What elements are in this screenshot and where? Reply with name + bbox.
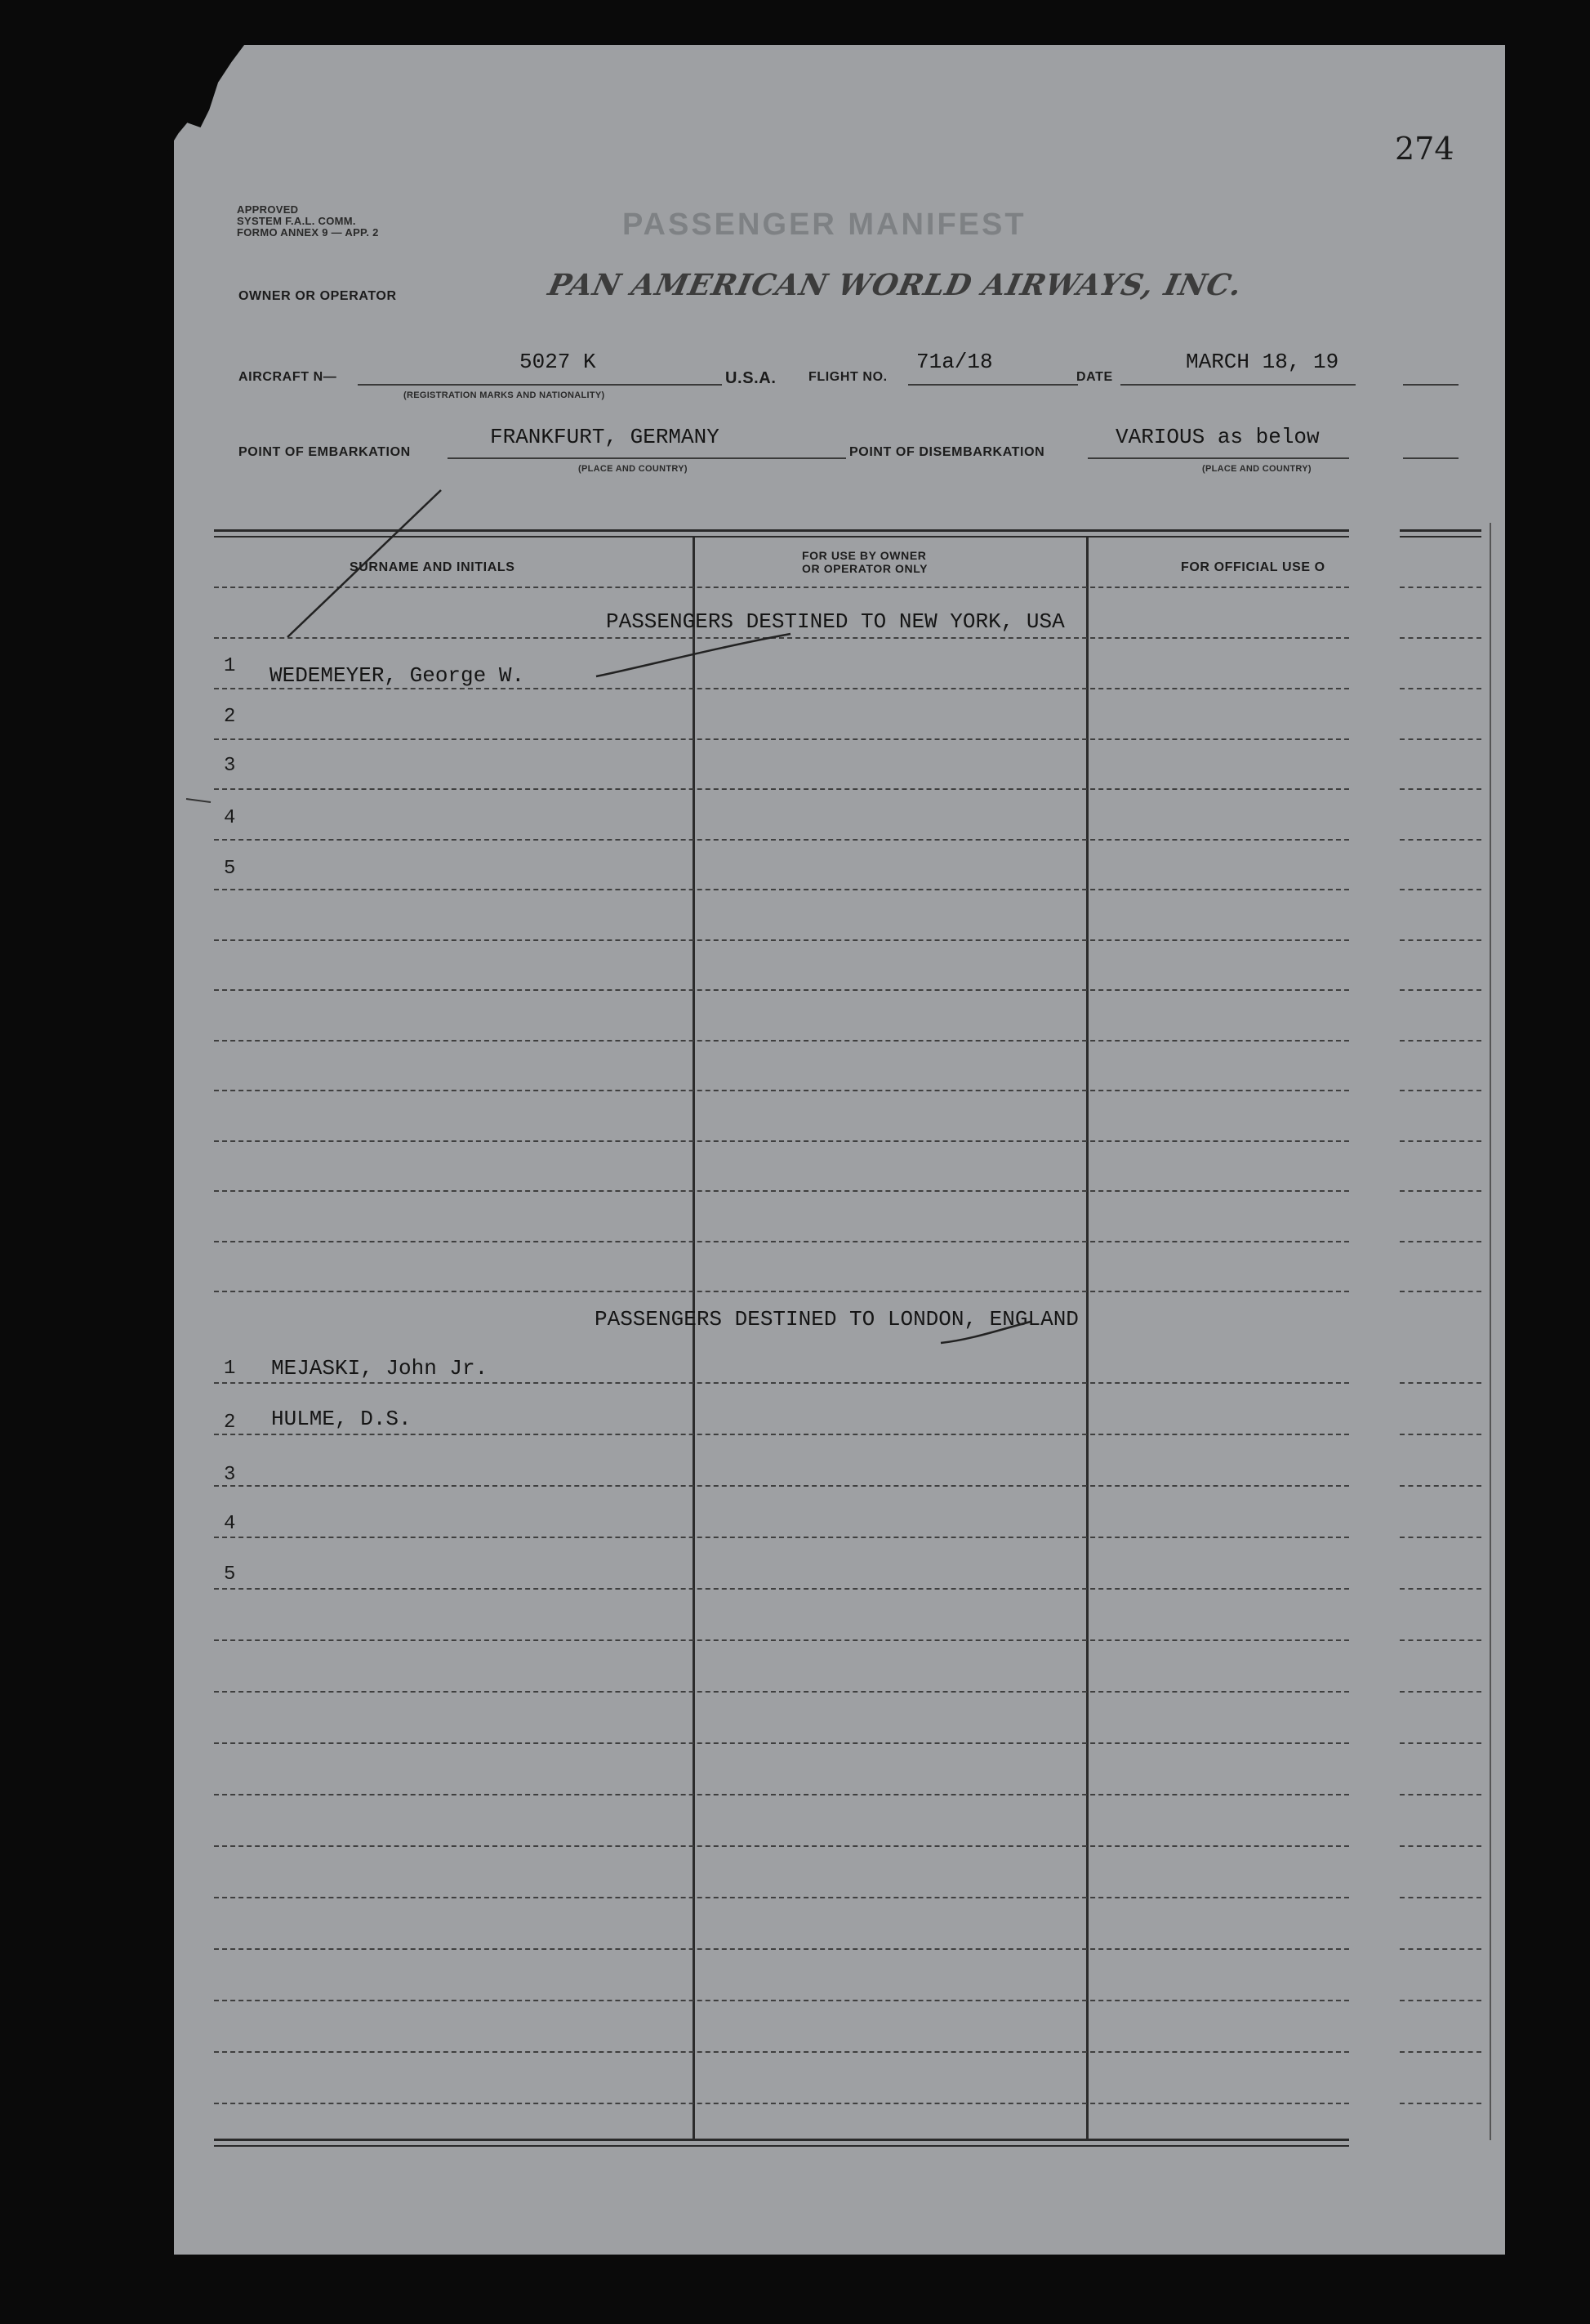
row-number: 4 <box>224 807 236 829</box>
right-edge-rule <box>1490 523 1491 2140</box>
disembarkation-label: POINT OF DISEMBARKATION <box>849 445 1045 459</box>
date-value: MARCH 18, 19 <box>1186 350 1339 374</box>
row-number: 5 <box>224 858 236 880</box>
passenger-name: MEJASKI, John Jr. <box>271 1356 488 1381</box>
row-number: 2 <box>224 706 236 728</box>
row-number: 2 <box>224 1412 236 1434</box>
approval-note-line-1: APPROVED <box>237 203 299 216</box>
pen-check-london <box>941 1322 1031 1343</box>
flight-label: FLIGHT NO. <box>808 370 888 384</box>
disembarkation-value: VARIOUS as below <box>1116 425 1320 449</box>
table-bottom-rule-2 <box>214 2145 1349 2147</box>
section-heading-new-york: PASSENGERS DESTINED TO NEW YORK, USA <box>606 609 1065 634</box>
column-header-owner-use-1: FOR USE BY OWNER <box>802 549 927 562</box>
passenger-name: HULME, D.S. <box>271 1407 412 1431</box>
column-header-owner-use-2: OR OPERATOR ONLY <box>802 562 929 575</box>
operator-label: OWNER OR OPERATOR <box>238 289 397 303</box>
row-number: 3 <box>224 1464 236 1486</box>
operator-name: PAN AMERICAN WORLD AIRWAYS, INC. <box>545 268 1246 302</box>
passenger-name: WEDEMEYER, George W. <box>269 663 525 688</box>
embarkation-value: FRANKFURT, GERMANY <box>490 425 719 449</box>
flight-value: 71a/18 <box>916 350 993 374</box>
approval-note-line-3: FORMO ANNEX 9 — APP. 2 <box>237 226 379 239</box>
embarkation-label: POINT OF EMBARKATION <box>238 445 411 459</box>
embarkation-sublabel: (PLACE AND COUNTRY) <box>578 464 688 474</box>
disembarkation-sublabel: (PLACE AND COUNTRY) <box>1202 464 1312 474</box>
section-heading-london: PASSENGERS DESTINED TO LONDON, ENGLAND <box>595 1307 1079 1332</box>
column-header-surname: SURNAME AND INITIALS <box>350 560 515 574</box>
table-bottom-rule <box>214 2139 1349 2141</box>
row-number: 3 <box>224 755 236 777</box>
row-number: 1 <box>224 1358 236 1380</box>
pen-check-new-york <box>596 634 791 676</box>
row-number: 5 <box>224 1563 236 1586</box>
aircraft-sublabel: (REGISTRATION MARKS AND NATIONALITY) <box>403 390 605 400</box>
aircraft-value: 5027 K <box>519 350 596 374</box>
row-number: 4 <box>224 1513 236 1535</box>
date-label: DATE <box>1076 370 1113 384</box>
country-code: U.S.A. <box>725 369 777 387</box>
row-number: 1 <box>224 655 236 677</box>
aircraft-label: AIRCRAFT N— <box>238 370 337 384</box>
page-number: 274 <box>1395 131 1454 167</box>
approval-note-line-2: SYSTEM F.A.L. COMM. <box>237 215 356 227</box>
column-header-official-use: FOR OFFICIAL USE O <box>1181 560 1325 574</box>
margin-tick <box>186 799 211 802</box>
form-title: PASSENGER MANIFEST <box>622 207 1027 242</box>
pen-slash-mark <box>287 490 441 637</box>
